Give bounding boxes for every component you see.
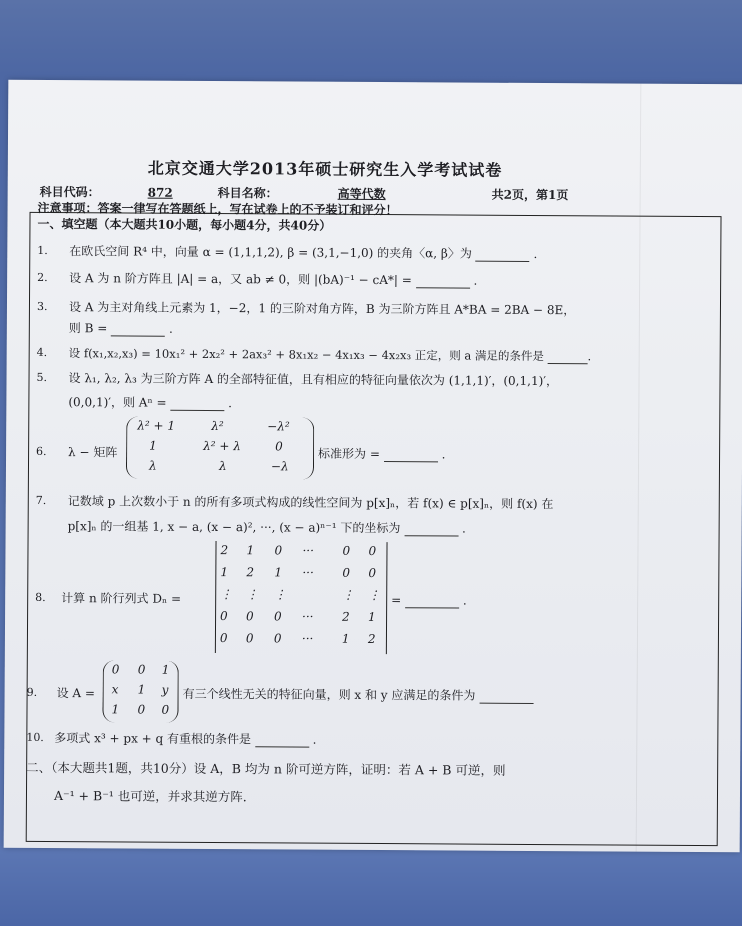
q8-cell: ⋮ <box>274 587 287 602</box>
q8-cell: 2 <box>342 609 350 624</box>
q6-cell: λ² + 1 <box>137 418 176 433</box>
q8-cell: 0 <box>245 631 254 646</box>
q6-cell: λ <box>218 459 227 474</box>
q8-cell: ··· <box>301 631 314 646</box>
q4-text: 设 f(x₁,x₂,x₃) = 10x₁² + 2x₂² + 2ax₃² + 8x₁x₂ − 4x₁x₃ − 4x₂x₃ 正定，则 a 满足的条件是 . <box>68 346 592 364</box>
q8-cell: 1 <box>274 565 283 580</box>
q8-cell: ··· <box>302 543 314 558</box>
q5-number: 5. <box>36 370 48 385</box>
notice: 注意事项：答案一律写在答题纸上，写在试卷上的不予装订和评分！ <box>37 200 398 218</box>
q8-cell: 0 <box>342 543 351 558</box>
q6-cell: λ² <box>211 419 224 434</box>
section2-line2: A⁻¹ + B⁻¹ 也可逆，并求其逆方阵. <box>53 788 247 805</box>
q3-number: 3. <box>36 299 48 314</box>
q4-number: 4. <box>36 345 48 360</box>
page-count: 共2页，第1页 <box>491 187 569 203</box>
q9-cell: 0 <box>137 662 146 677</box>
q5-text-2: (0,0,1)′，则 Aⁿ = . <box>68 395 233 411</box>
q8-cell: 0 <box>220 609 228 624</box>
q8-cell: 0 <box>342 565 351 580</box>
q8-cell: 1 <box>246 543 255 558</box>
q8-number: 8. <box>35 590 46 604</box>
subject-code-label: 科目代码： <box>39 184 100 200</box>
section2-heading: 二、（本大题共1题，共10分）设 A，B 均为 n 阶可逆方阵，证明：若 A + B 可逆，则 <box>26 759 506 778</box>
q8-cell: ··· <box>302 609 314 624</box>
q7-text-2: p[x]ₙ 的一组基 1, x − a, (x − a)², ···, (x − a)ⁿ⁻¹ 下的坐标为 . <box>67 519 466 536</box>
q8-determinant <box>215 541 388 654</box>
q8-cell: ⋮ <box>220 587 233 602</box>
q8-cell: 0 <box>368 565 377 581</box>
q8-cell: 0 <box>219 631 228 646</box>
q8-cell: 2 <box>220 543 229 558</box>
q2-number: 2. <box>37 270 48 285</box>
q9-cell: x <box>111 682 119 697</box>
q8-cell: 0 <box>273 631 282 646</box>
q10-number: 10. <box>26 730 44 744</box>
subject-code: 872 <box>147 185 173 200</box>
q1-text: 在欧氏空间 R⁴ 中，向量 α = (1,1,1,2), β = (3,1,−1,0) 的夹角〈α, β〉为 . <box>69 244 538 261</box>
exam-title: 北京交通大学2013年硕士研究生入学考试试卷 <box>147 158 503 180</box>
q9-number: 9. <box>26 685 38 699</box>
q9-cell: y <box>161 682 169 697</box>
subject-name-label: 科目名称： <box>217 186 278 201</box>
q6-cell: 0 <box>275 439 283 454</box>
q8-cell: 2 <box>246 565 255 580</box>
q8-cell: 0 <box>368 543 377 559</box>
q3-text-2: 则 B = . <box>68 321 173 336</box>
q8-cell: 1 <box>220 565 229 580</box>
q8-cell: ⋮ <box>246 587 259 602</box>
q6-label: λ − 矩阵 <box>68 445 118 460</box>
q7-text: 记数域 p 上次数小于 n 的所有多项式构成的线性空间为 p[x]ₙ，若 f(x) ∈ p[x]ₙ，则 f(x) 在 <box>67 494 554 512</box>
q9-matrix <box>102 660 178 722</box>
q6-cell: λ <box>148 458 157 473</box>
q6-text-2: 标准形为 = . <box>318 446 446 462</box>
q8-cell: 1 <box>368 609 376 625</box>
q5-text: 设 λ₁, λ₂, λ₃ 为三阶方阵 A 的全部特征值，且有相应的特征向量依次为 (1,1,1)′，(0,1,1)′， <box>68 371 559 389</box>
q8-cell: 0 <box>274 543 283 558</box>
q9-cell: 1 <box>161 662 170 677</box>
q3-text: 设 A 为主对角线上元素为 1，−2，1 的三阶对角方阵，B 为三阶方阵且 A*BA = 2BA − 8E， <box>68 300 576 318</box>
q8-cell: 1 <box>341 631 350 646</box>
q8-cell: ⋮ <box>368 587 381 603</box>
q8-cell: 0 <box>246 609 254 624</box>
q6-cell: λ² + λ <box>203 438 241 454</box>
q1-number: 1. <box>37 243 48 258</box>
q7-number: 7. <box>35 493 47 507</box>
q6-number: 6. <box>36 444 47 458</box>
q6-cell: −λ <box>270 459 289 474</box>
q8-cell: 0 <box>274 609 282 624</box>
q9-cell: 1 <box>137 682 146 697</box>
q6-cell: −λ² <box>267 419 290 434</box>
section1-heading: 一、填空题（本大题共10小题，每小题4分，共40分） <box>37 216 332 233</box>
q9-cell: 0 <box>137 702 146 717</box>
q8-cell: 2 <box>367 631 376 647</box>
q8-label: 计算 n 阶行列式 Dₙ = <box>61 591 182 606</box>
q6-cell: 1 <box>149 438 157 453</box>
q6-matrix <box>126 416 314 479</box>
q9-cell: 1 <box>111 702 120 717</box>
q9-cell: 0 <box>161 702 170 717</box>
q2-text: 设 A 为 n 阶方阵且 |A| = a，又 ab ≠ 0，则 |(bA)⁻¹ − cA*| = . <box>69 271 478 288</box>
q9-label: 设 A = <box>56 686 96 701</box>
q9-cell: 0 <box>111 662 120 677</box>
q8-text-2: = . <box>391 593 467 608</box>
subject-name: 高等代数 <box>337 186 386 202</box>
q8-cell: ··· <box>302 565 314 580</box>
q8-cell: ⋮ <box>342 587 355 602</box>
exam-paper <box>4 80 742 852</box>
q10-text: 多项式 x³ + px + q 有重根的条件是 . <box>54 731 317 747</box>
q9-text-2: 有三个线性无关的特征向量，则 x 和 y 应满足的条件为 <box>183 686 534 704</box>
